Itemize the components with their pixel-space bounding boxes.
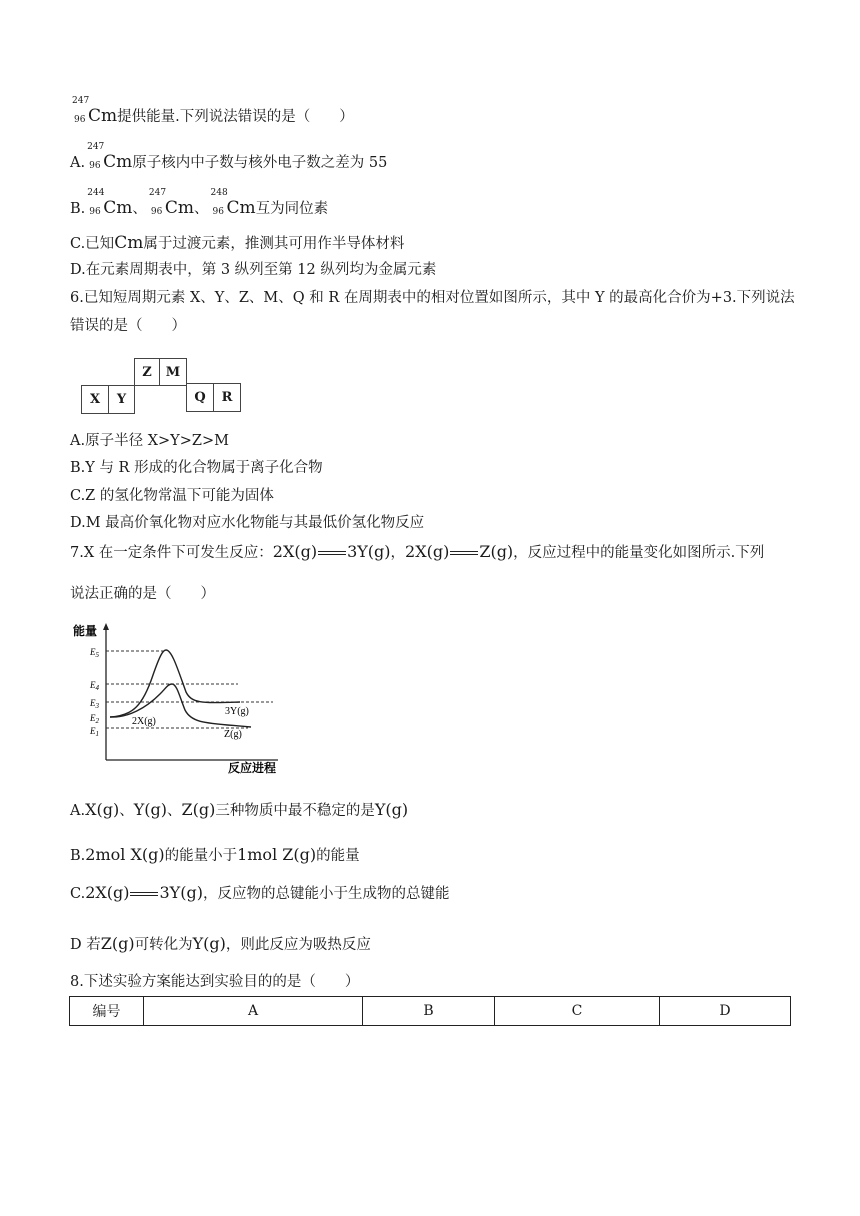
nuclide-cm247: 247 96 Cm [72,96,118,126]
q5-option-c: C.已知Cm属于过渡元素，推测其可用作半导体材料 [70,233,405,253]
label-2x: 2X(g) [132,716,156,727]
curve-2x-to-3y [110,650,240,717]
level-label-e3: $E_3$ [90,698,99,710]
cell-q: Q [186,383,214,412]
level-label-e4: $E_4$ [90,680,99,692]
periodic-table-fragment [79,358,249,416]
header-b: B [363,997,495,1026]
x-axis-label: 反应进程 [228,761,277,775]
label-z: Z(g) [224,729,242,740]
nuclide-cm247: 247 96 Cm [87,142,133,172]
q6-option-a: A.原子半径 X>Y>Z>M [70,433,229,449]
level-label-e5: $E_5$ [90,647,99,659]
q5-option-a: A. 247 96 Cm原子核内中子数与核外电子数之差为 55 [70,142,388,172]
nuclide-cm244: 244 96 Cm [87,188,133,218]
q8-table [69,996,791,1026]
cell-r: R [213,383,241,412]
nuclide-cm248: 248 96 Cm [210,188,256,218]
cell-x: X [81,385,109,414]
q5-stem: 247 96 Cm提供能量.下列说法错误的是（ ） [72,96,354,126]
double-arrow-sign [450,551,478,555]
energy-diagram [68,620,293,776]
q7-stem: 7.X 在一定条件下可发生反应：2X(g) 3Y(g)，2X(g) Z(g)，反应过程中的能量变化如图所示.下列 [70,542,765,561]
y-axis-label: 能量 [73,624,98,638]
q7-option-d: D 若Z(g)可转化为Y(g)，则此反应为吸热反应 [70,934,371,953]
header-d: D [660,997,791,1026]
cell-y: Y [108,385,135,414]
label-3y: 3Y(g) [225,706,249,717]
level-label-e1: $E_1$ [90,726,99,738]
q6-stem: 6.已知短周期元素 X、Y、Z、M、Q 和 R 在周期表中的相对位置如图所示，其中 Y 的最高化合价为+3.下列说法错误的是（ ） [70,290,795,334]
q7-option-a: A.X(g)、Y(g)、Z(g)三种物质中最不稳定的是Y(g) [70,800,409,819]
table-row [70,997,791,1026]
q6-option-c: C.Z 的氢化物常温下可能为固体 [70,488,274,504]
q7-stem-line2: 说法正确的是（ ） [70,586,215,602]
header-c: C [495,997,660,1026]
q6-option-d: D.M 最高价氧化物对应水化物能与其最低价氢化物反应 [70,515,425,531]
header-a: A [144,997,363,1026]
cell-z: Z [134,358,160,386]
q7-option-b: B.2mol X(g)的能量小于1mol Z(g)的能量 [70,845,360,864]
nuclide-cm247: 247 96 Cm [148,188,195,218]
cell-m: M [159,358,187,386]
double-arrow-sign [130,892,158,896]
q6-option-b: B.Y 与 R 形成的化合物属于离子化合物 [70,460,323,476]
level-label-e2: $E_2$ [90,713,99,725]
q7-option-c: C.2X(g) 3Y(g)，反应物的总键能小于生成物的总键能 [70,883,450,902]
header-number: 编号 [70,997,144,1026]
double-arrow-sign [318,551,346,555]
q5-option-d: D.在元素周期表中，第 3 纵列至第 12 纵列均为金属元素 [70,262,437,278]
q8-stem: 8.下述实验方案能达到实验目的的是（ ） [70,974,360,990]
q5-option-b: B. 244 96 Cm、 247 96 Cm、 248 96 Cm互为同位素 [70,188,329,218]
